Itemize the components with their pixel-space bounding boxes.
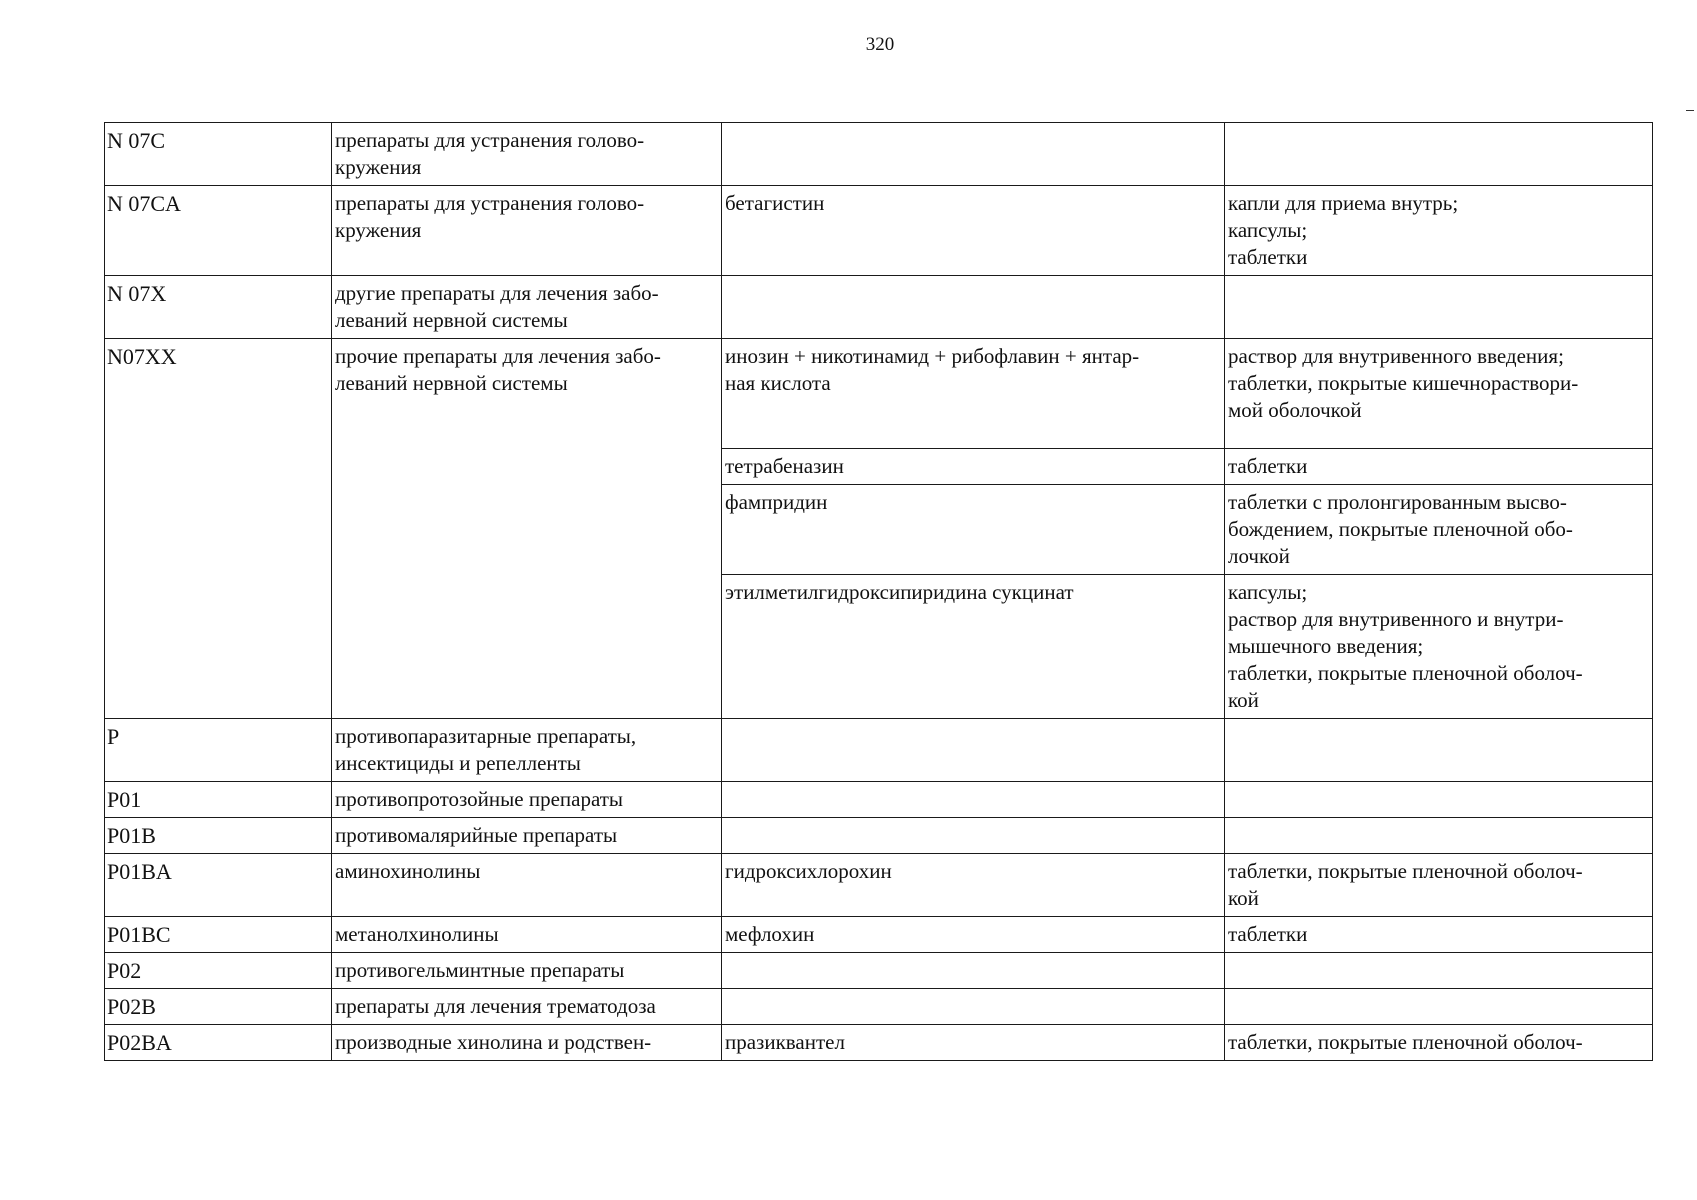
form-text-line: таблетки, покрытые пленочной оболоч- — [1228, 859, 1583, 883]
substance-text-line: ная кислота — [725, 371, 831, 395]
forms-cell — [1225, 818, 1653, 854]
atc-code-cell: P01 — [105, 782, 332, 818]
forms-cell — [1225, 276, 1653, 339]
group-text-line: прочие препараты для лечения забо- — [335, 344, 661, 368]
substance-cell — [722, 123, 1225, 186]
substance-cell — [722, 1025, 1225, 1061]
substance-text-line: инозин + никотинамид + рибофлавин + янтар- — [725, 344, 1140, 368]
forms-cell — [1225, 485, 1653, 575]
substance-cell — [722, 719, 1225, 782]
drug-classification-table — [104, 122, 1653, 1061]
form-text-line: таблетки с пролонгированным высво- — [1228, 490, 1567, 514]
group-cell — [332, 1025, 722, 1061]
group-text-line: препараты для устранения голово- — [335, 191, 645, 215]
group-cell — [332, 339, 722, 719]
group-text-line: кружения — [335, 218, 422, 242]
group-text-line: леваний нервной системы — [335, 371, 568, 395]
atc-code-cell: P01B — [105, 818, 332, 854]
substance-text-line: мефлохин — [725, 922, 815, 946]
group-text-line: противопаразитарные препараты, — [335, 724, 637, 748]
form-text-line: раствор для внутривенного введения; — [1228, 344, 1564, 368]
substance-cell — [722, 575, 1225, 719]
group-text-line: противомалярийные препараты — [335, 823, 618, 847]
substance-cell — [722, 917, 1225, 953]
table-row — [105, 818, 1653, 854]
substance-cell — [722, 953, 1225, 989]
form-text-line: капли для приема внутрь; — [1228, 191, 1459, 215]
page-number: 320 — [865, 34, 895, 55]
form-text-line: таблетки — [1228, 245, 1308, 269]
forms-cell — [1225, 575, 1653, 719]
table-body — [105, 123, 1653, 1061]
group-text-line: противопротозойные препараты — [335, 787, 624, 811]
substance-cell — [722, 854, 1225, 917]
substance-cell — [722, 276, 1225, 339]
forms-cell — [1225, 449, 1653, 485]
table-row — [105, 854, 1653, 917]
substance-text-line: бетагистин — [725, 191, 825, 215]
table-row — [105, 989, 1653, 1025]
forms-cell — [1225, 1025, 1653, 1061]
group-text-line: аминохинолины — [335, 859, 481, 883]
group-text-line: метанолхинолины — [335, 922, 499, 946]
group-cell — [332, 854, 722, 917]
form-text-line: таблетки, покрытые пленочной оболоч- — [1228, 1030, 1583, 1054]
table-row — [105, 917, 1653, 953]
group-cell — [332, 917, 722, 953]
group-text-line: кружения — [335, 155, 422, 179]
form-text-line: капсулы; — [1228, 218, 1308, 242]
form-text-line: мышечного введения; — [1228, 634, 1424, 658]
table-row — [105, 782, 1653, 818]
substance-cell — [722, 449, 1225, 485]
atc-code-cell: N 07CA — [105, 186, 332, 276]
form-text-line: кой — [1228, 688, 1259, 712]
forms-cell — [1225, 989, 1653, 1025]
form-text-line: таблетки, покрытые кишечнораствори- — [1228, 371, 1579, 395]
form-text-line: таблетки — [1228, 922, 1308, 946]
substance-text-line: празиквантел — [725, 1030, 845, 1054]
form-text-line: раствор для внутривенного и внутри- — [1228, 607, 1564, 631]
forms-cell — [1225, 186, 1653, 276]
group-cell — [332, 953, 722, 989]
substance-cell — [722, 818, 1225, 854]
substance-cell — [722, 186, 1225, 276]
substance-text-line: гидроксихлорохин — [725, 859, 892, 883]
group-text-line: леваний нервной системы — [335, 308, 568, 332]
forms-cell — [1225, 719, 1653, 782]
atc-code-cell: P01BC — [105, 917, 332, 953]
group-text-line: другие препараты для лечения забо- — [335, 281, 659, 305]
form-text-line: кой — [1228, 886, 1259, 910]
forms-cell — [1225, 953, 1653, 989]
form-text-line: таблетки — [1228, 454, 1308, 478]
substance-text-line: этилметилгидроксипиридина сукцинат — [725, 580, 1074, 604]
substance-cell — [722, 989, 1225, 1025]
group-text-line: производные хинолина и родствен- — [335, 1030, 652, 1054]
form-text-line: бождением, покрытые пленочной обо- — [1228, 517, 1573, 541]
atc-code-cell: N07XX — [105, 339, 332, 719]
substance-cell — [722, 485, 1225, 575]
table-row — [105, 276, 1653, 339]
forms-cell — [1225, 123, 1653, 186]
group-text-line: инсектициды и репелленты — [335, 751, 581, 775]
form-text-line: капсулы; — [1228, 580, 1308, 604]
scan-edge-mark — [1686, 110, 1694, 111]
table-row — [105, 339, 1653, 449]
table-row — [105, 123, 1653, 186]
atc-code-cell: N 07X — [105, 276, 332, 339]
table-row — [105, 719, 1653, 782]
atc-code-cell: P02B — [105, 989, 332, 1025]
substance-text-line: фампридин — [725, 490, 828, 514]
table-row — [105, 186, 1653, 276]
group-cell — [332, 123, 722, 186]
group-cell — [332, 719, 722, 782]
substance-text-line: тетрабеназин — [725, 454, 844, 478]
forms-cell — [1225, 917, 1653, 953]
substance-cell — [722, 782, 1225, 818]
form-text-line: таблетки, покрытые пленочной оболоч- — [1228, 661, 1583, 685]
substance-cell — [722, 339, 1225, 449]
table-row — [105, 953, 1653, 989]
group-cell — [332, 276, 722, 339]
forms-cell — [1225, 854, 1653, 917]
group-text-line: препараты для устранения голово- — [335, 128, 645, 152]
atc-code-cell: N 07C — [105, 123, 332, 186]
table-row — [105, 1025, 1653, 1061]
group-text-line: противогельминтные препараты — [335, 958, 625, 982]
group-text-line: препараты для лечения трематодоза — [335, 994, 656, 1018]
atc-code-cell: P — [105, 719, 332, 782]
atc-code-cell: P01BA — [105, 854, 332, 917]
form-text-line: мой оболочкой — [1228, 398, 1362, 422]
group-cell — [332, 989, 722, 1025]
atc-code-cell: P02 — [105, 953, 332, 989]
atc-code-cell: P02BA — [105, 1025, 332, 1061]
forms-cell — [1225, 339, 1653, 449]
group-cell — [332, 186, 722, 276]
form-text-line: лочкой — [1228, 544, 1290, 568]
group-cell — [332, 818, 722, 854]
forms-cell — [1225, 782, 1653, 818]
group-cell — [332, 782, 722, 818]
